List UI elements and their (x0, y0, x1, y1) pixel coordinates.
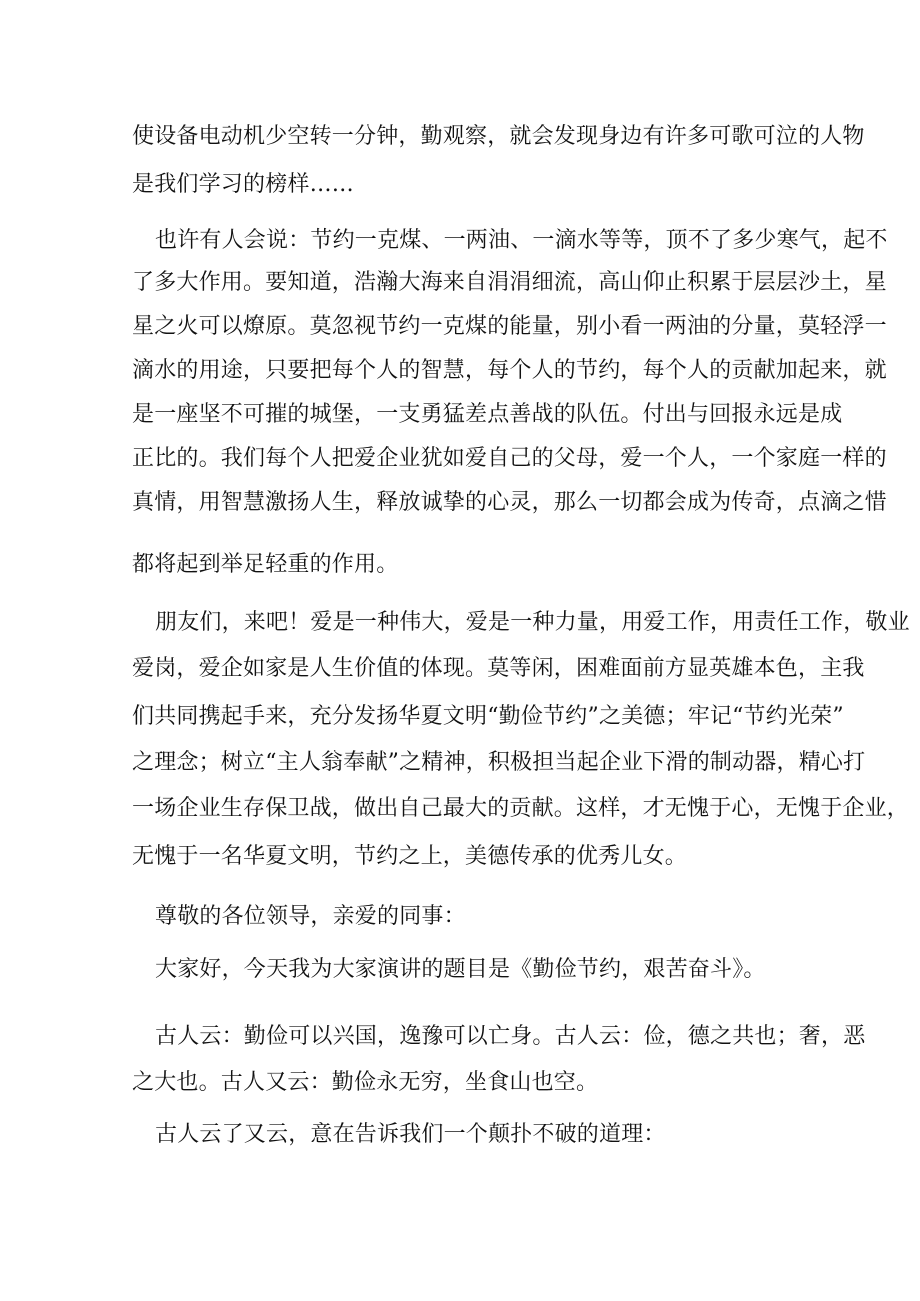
text-line: 无愧于一名华夏文明，节约之上，美德传承的优秀儿女。 (132, 844, 688, 869)
text-line: 使设备电动机少空转一分钟，勤观察，就会发现身边有许多可歌可泣的人物 (132, 124, 865, 149)
text-line: 星之火可以燎原。莫忽视节约一克煤的能量，别小看一两油的分量，莫轻浮一 (132, 314, 887, 339)
text-line: 爱岗，爱企如家是人生价值的体现。莫等闲，困难面前方显英雄本色，主我 (132, 656, 865, 681)
text-line: 滴水的用途，只要把每个人的智慧，每个人的节约，每个人的贡献加起来，就 (132, 358, 887, 383)
text-line: 了多大作用。要知道，浩瀚大海来自涓涓细流，高山仰止积累于层层沙土，星 (132, 270, 887, 295)
paragraph-first-line: 古人云了又云，意在告诉我们一个颠扑不破的道理： (155, 1122, 666, 1147)
text-line: 之理念；树立“主人翁奉献”之精神，积极担当起企业下滑的制动器，精心打 (132, 750, 866, 775)
paragraph-first-line: 也许有人会说：节约一克煤、一两油、一滴水等等，顶不了多少寒气，起不 (155, 228, 888, 253)
paragraph-first-line: 古人云：勤俭可以兴国，逸豫可以亡身。古人云：俭，德之共也；奢，恶 (155, 1024, 866, 1049)
speech-title-line: 大家好，今天我为大家演讲的题目是《勤俭节约，艰苦奋斗》。 (155, 957, 766, 982)
text-line: 都将起到举足轻重的作用。 (132, 552, 399, 577)
text-line: 们共同携起手来，充分发扬华夏文明“勤俭节约”之美德；牢记“节约光荣” (132, 704, 844, 729)
salutation: 尊敬的各位领导，亲爱的同事： (155, 904, 466, 929)
text-line: 是一座坚不可摧的城堡，一支勇猛差点善战的队伍。付出与回报永远是成 (132, 402, 843, 427)
text-line: 一场企业生存保卫战，做出自己最大的贡献。这样，才无愧于心，无愧于企业， (132, 796, 910, 821)
text-line: 是我们学习的榜样…… (132, 172, 355, 197)
text-line: 之大也。古人又云：勤俭永无穷，坐食山也空。 (132, 1070, 599, 1095)
text-line: 正比的。我们每个人把爱企业犹如爱自己的父母，爱一个人，一个家庭一样的 (132, 446, 887, 471)
text-line: 真情，用智慧激扬人生，释放诚挚的心灵，那么一切都会成为传奇，点滴之惜 (132, 490, 887, 515)
paragraph-first-line: 朋友们，来吧！爱是一种伟大，爱是一种力量，用爱工作，用责任工作，敬业 (155, 610, 910, 635)
